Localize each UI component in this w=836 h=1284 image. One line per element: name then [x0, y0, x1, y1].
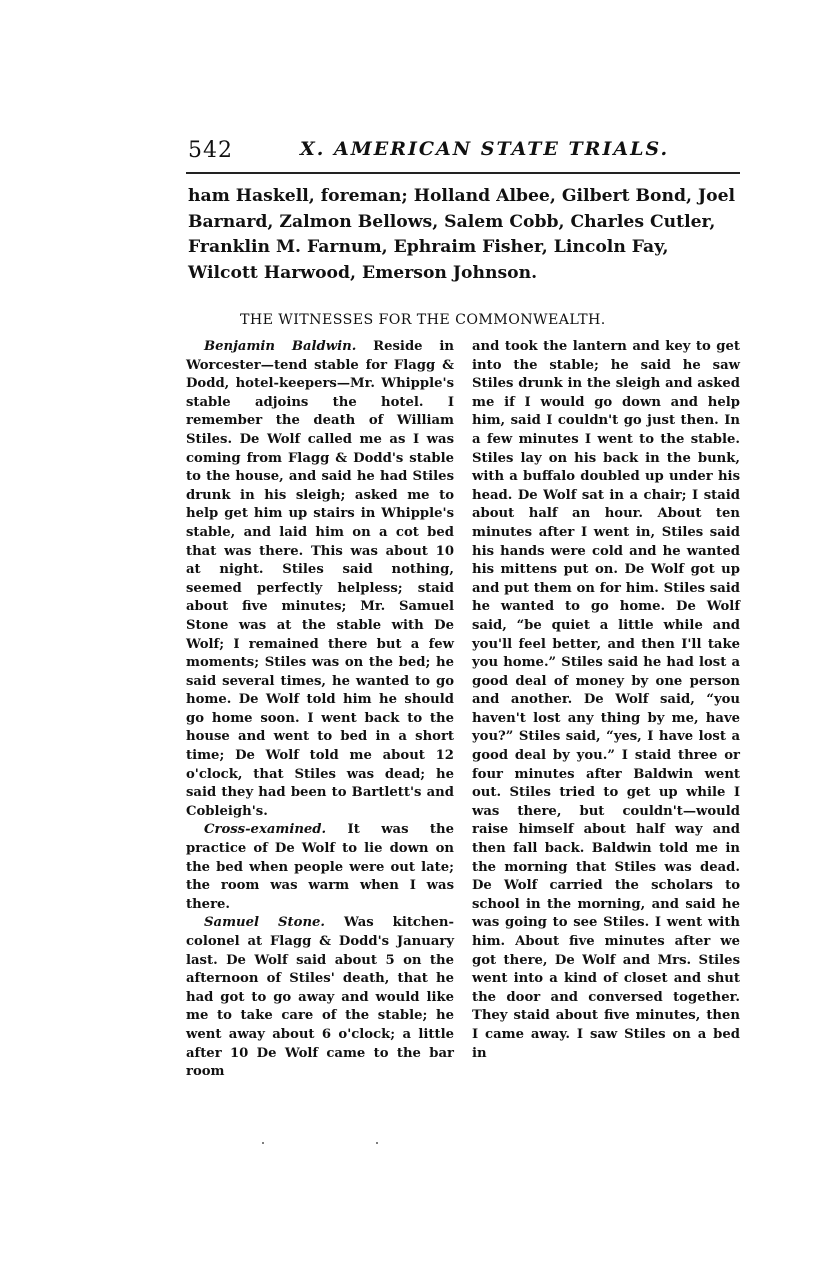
- right-column: [472, 338, 740, 1063]
- testimony-text: Was kitchen-colonel at Flagg & Dodd's January last. De Wolf said about 5 on the afternoon of Stiles' death, that he had got to go away and would like me to take care of the stable; he went away about 6 o'clock; a little after 10 De Wolf came to the bar room: [186, 915, 454, 1080]
- testimony-stone: [186, 914, 454, 1081]
- speaker-name: Samuel Stone.: [204, 915, 326, 931]
- testimony-text: It was the practice of De Wolf to lie down on the bed when people were out late; the room was warm when I was there.: [186, 822, 454, 912]
- speaker-name: Cross-examined.: [204, 822, 327, 838]
- page-header: [186, 136, 742, 170]
- scan-speck: [262, 1142, 264, 1144]
- section-heading: THE WITNESSES FOR THE COMMONWEALTH.: [240, 312, 606, 328]
- scan-speck: [376, 1142, 378, 1144]
- left-column: [186, 338, 454, 1082]
- jurors-paragraph: ham Haskell, foreman; Holland Albee, Gilbert Bond, Joel Barnard, Zalmon Bellows, Salem Cobb, Charles Cutler, Franklin M. Farnum, Ephraim Fisher, Lincoln Fay, Wilcott Harwood, Emerson Johnson.: [188, 186, 736, 283]
- page-number: 542: [188, 138, 233, 163]
- header-rule: [186, 172, 740, 174]
- testimony-baldwin: [186, 338, 454, 821]
- testimony-stone-continued: and took the lantern and key to get into the stable; he said he saw Stiles drunk in the sleigh and asked me if I would go down and help him, said I couldn't go just then. In a few minutes I went to the stable. Stiles lay on his back in the bunk, with a buffalo doubled up under his head. De Wolf sat in a chair; I staid about half an hour. About ten minutes after I went in, Stiles said his hands were cold and he wanted his mittens put on. De Wolf got up and put them on for him. Stiles said he wanted to go home. De Wolf said, “be quiet a little while and you'll feel better, and then I'll take you home.” Stiles said he had lost a good deal of money by one person and another. De Wolf said, “you haven't lost any thing by me, have you?” Stiles said, “yes, I have lost a good deal by you.” I staid three or four minutes after Baldwin went out. Stiles tried to get up while I was there, but couldn't—would raise himself about half way and then fall back. Baldwin told me in the morning that Stiles was dead. De Wolf carried the scholars to school in the morning, and said he was going to see Stiles. I went with him. About five minutes after we got there, De Wolf and Mrs. Stiles went into a kind of closet and shut the door and conversed together. They staid about five minutes, then I came away. I saw Stiles on a bed in: [472, 339, 740, 1061]
- speaker-name: Benjamin Baldwin.: [204, 339, 357, 354]
- running-title: X. AMERICAN STATE TRIALS.: [300, 138, 670, 160]
- testimony-text: Reside in Worcester—tend stable for Flagg & Dodd, hotel-keepers—Mr. Whipple's stable adjoins the hotel. I remember the death of William Stiles. De Wolf called me as I was coming from Flagg & Dodd's stable to the house, and said he had Stiles drunk in his sleigh; asked me to help get him up stairs in Whipple's stable, and laid him on a cot bed that was there. This was about 10 at night. Stiles said nothing, seemed perfectly helpless; staid about five minutes; Mr. Samuel Stone was at the stable with De Wolf; I remained there but a few moments; Stiles was on the bed; he said several times, he wanted to go home. De Wolf told him he should go home soon. I went back to the house and went to bed in a short time; De Wolf told me about 12 o'clock, that Stiles was dead; he said they had been to Bartlett's and Cobleigh's.: [186, 339, 454, 819]
- testimony-cross-examined: [186, 821, 454, 914]
